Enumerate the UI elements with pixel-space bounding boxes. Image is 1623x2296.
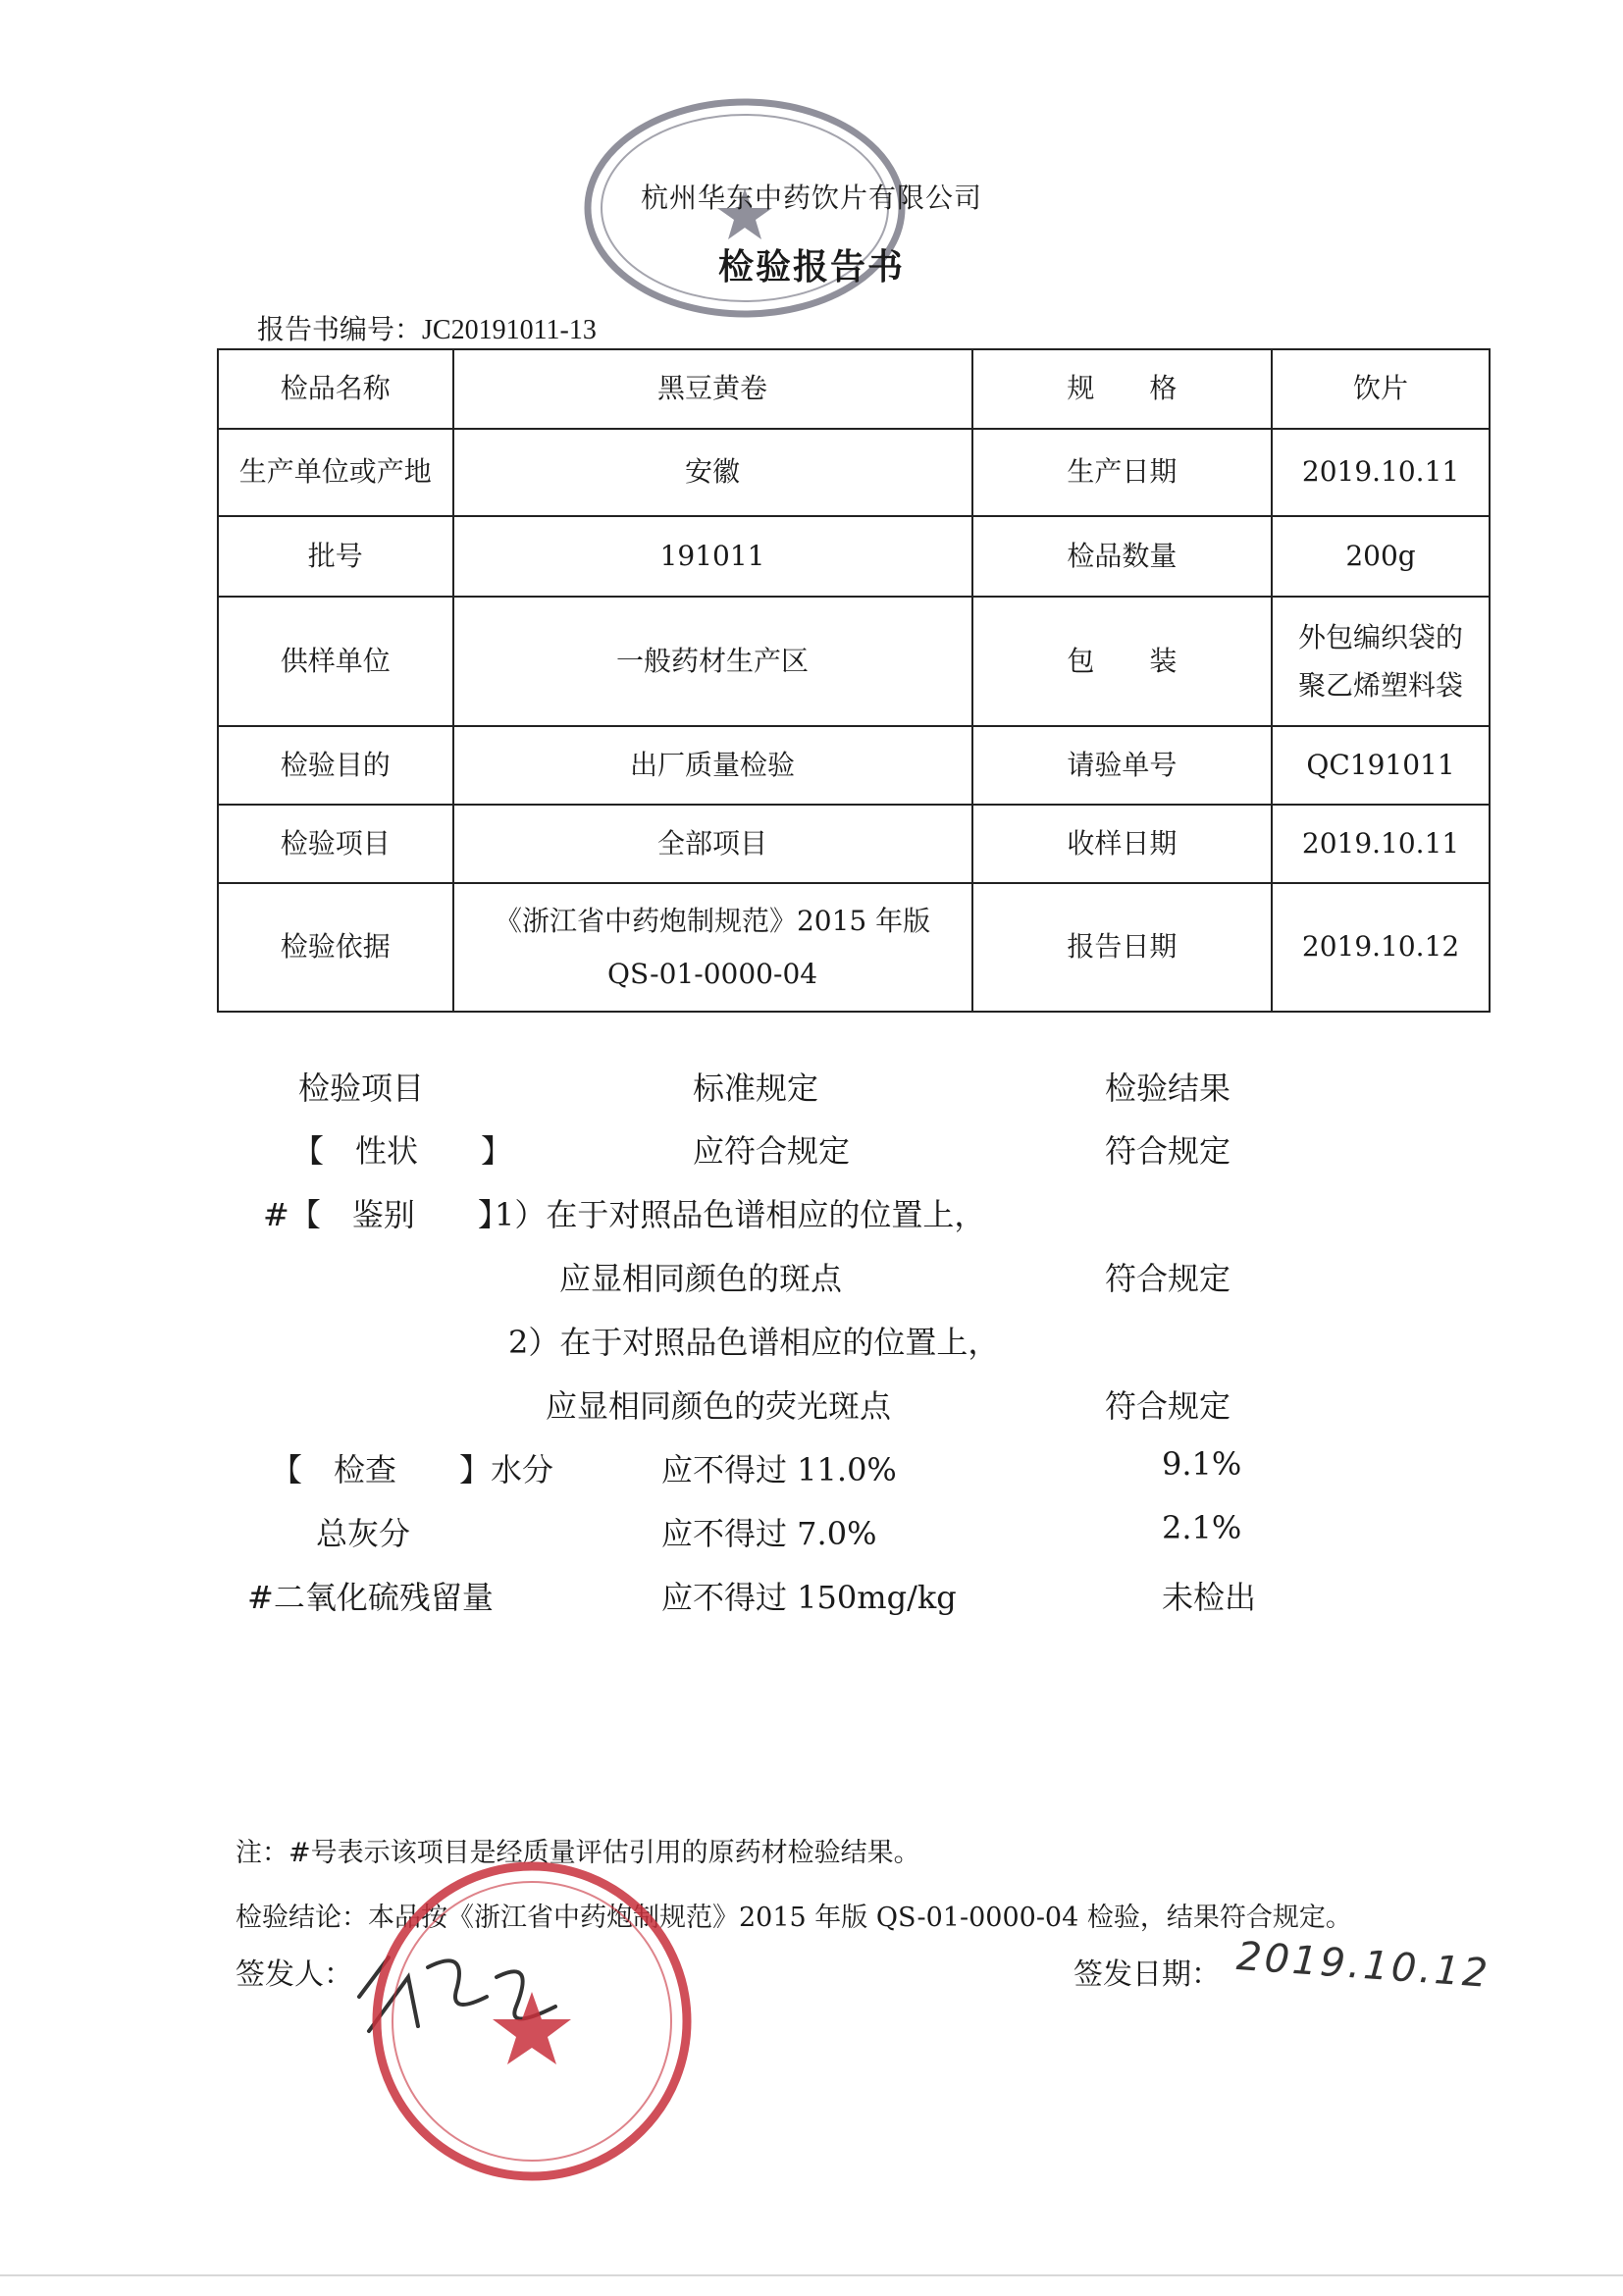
identification-standard-1b: 应显相同颜色的斑点 bbox=[559, 1260, 843, 1297]
identification-standard-1a: 1）在于对照品色谱相应的位置上， bbox=[495, 1196, 986, 1233]
field-label: 检品名称 bbox=[218, 349, 453, 429]
results-header-result: 检验结果 bbox=[1105, 1070, 1231, 1107]
identification-standard-2b: 应显相同颜色的荧光斑点 bbox=[546, 1387, 892, 1425]
field-value: 饮片 bbox=[1272, 349, 1490, 429]
so2-result: 未检出 bbox=[1162, 1579, 1257, 1616]
field-value: QC191011 bbox=[1272, 726, 1490, 805]
field-value: 2019.10.11 bbox=[1272, 429, 1490, 516]
quality-management-stamp bbox=[365, 1854, 699, 2188]
field-value: 出厂质量检验 bbox=[453, 726, 972, 805]
table-row bbox=[218, 516, 1490, 597]
moisture-standard: 应不得过 11.0% bbox=[661, 1451, 897, 1488]
field-value bbox=[1272, 597, 1490, 726]
issue-date-handwritten: 2019.10.12 bbox=[1234, 1934, 1492, 1997]
moisture-label: 【 检查 】水分 bbox=[271, 1451, 554, 1488]
report-title: 检验报告书 bbox=[717, 246, 905, 287]
basis-line-1: 《浙江省中药炮制规范》2015 年版 bbox=[494, 905, 931, 938]
identification-result-1: 符合规定 bbox=[1105, 1260, 1231, 1297]
field-label: 规 格 bbox=[972, 349, 1273, 429]
report-number-value: JC20191011-13 bbox=[422, 315, 597, 345]
field-value: 安徽 bbox=[453, 429, 972, 516]
field-label: 检品数量 bbox=[972, 516, 1273, 597]
field-value: 191011 bbox=[453, 516, 972, 597]
ash-result: 2.1% bbox=[1162, 1509, 1242, 1546]
packaging-line-1: 外包编织袋的 bbox=[1298, 621, 1464, 653]
issue-date-label: 签发日期： bbox=[1073, 1957, 1221, 1992]
report-number-label: 报告书编号： bbox=[257, 313, 423, 345]
table-row bbox=[218, 349, 1490, 429]
so2-label: #二氧化硫残留量 bbox=[247, 1579, 494, 1616]
field-value: 黑豆黄卷 bbox=[453, 349, 972, 429]
field-label: 检验目的 bbox=[218, 726, 453, 805]
field-label: 生产单位或产地 bbox=[218, 429, 453, 516]
page-bottom-edge bbox=[0, 2274, 1623, 2276]
table-row bbox=[218, 726, 1490, 805]
field-label: 生产日期 bbox=[972, 429, 1273, 516]
field-value: 全部项目 bbox=[453, 805, 972, 883]
so2-standard: 应不得过 150mg/kg bbox=[661, 1579, 957, 1616]
table-row bbox=[218, 429, 1490, 516]
field-label: 检验项目 bbox=[218, 805, 453, 883]
field-value bbox=[453, 883, 972, 1012]
field-value: 一般药材生产区 bbox=[453, 597, 972, 726]
conclusion: 检验结论：本品按《浙江省中药炮制规范》2015 年版 QS-01-0000-04 检验，结果符合规定。 bbox=[236, 1903, 1352, 1933]
appearance-result: 符合规定 bbox=[1105, 1132, 1231, 1170]
field-label: 批号 bbox=[218, 516, 453, 597]
field-value: 200g bbox=[1272, 516, 1490, 597]
field-label: 检验依据 bbox=[218, 883, 453, 1012]
results-header-standard: 标准规定 bbox=[693, 1070, 819, 1107]
identification-standard-2a: 2）在于对照品色谱相应的位置上， bbox=[508, 1324, 1000, 1361]
ash-standard: 应不得过 7.0% bbox=[661, 1515, 877, 1552]
field-value: 2019.10.12 bbox=[1272, 883, 1490, 1012]
packaging-line-2: 聚乙烯塑料袋 bbox=[1298, 669, 1464, 702]
identification-label: #【 鉴别 】 bbox=[263, 1196, 509, 1233]
appearance-label: 【 性状 】 bbox=[292, 1132, 513, 1170]
report-number bbox=[257, 308, 597, 347]
signer-label: 签发人： bbox=[236, 1957, 353, 1992]
table-row bbox=[218, 597, 1490, 726]
field-label: 请验单号 bbox=[972, 726, 1273, 805]
table-row bbox=[218, 883, 1490, 1012]
basis-line-2: QS-01-0000-04 bbox=[607, 957, 818, 990]
footnote: 注：#号表示该项目是经质量评估引用的原药材检验结果。 bbox=[236, 1838, 920, 1868]
results-header-item: 检验项目 bbox=[298, 1070, 425, 1107]
company-name: 杭州华东中药饮片有限公司 bbox=[640, 182, 982, 214]
table-row bbox=[218, 805, 1490, 883]
info-table bbox=[217, 348, 1491, 1013]
field-label: 报告日期 bbox=[972, 883, 1273, 1012]
field-label: 供样单位 bbox=[218, 597, 453, 726]
moisture-result: 9.1% bbox=[1162, 1445, 1242, 1483]
identification-result-2: 符合规定 bbox=[1105, 1387, 1231, 1425]
field-label: 收样日期 bbox=[972, 805, 1273, 883]
field-label: 包 装 bbox=[972, 597, 1273, 726]
appearance-standard: 应符合规定 bbox=[693, 1132, 851, 1170]
field-value: 2019.10.11 bbox=[1272, 805, 1490, 883]
stamp-star-icon bbox=[493, 1992, 571, 2064]
ash-label: 总灰分 bbox=[316, 1515, 411, 1552]
